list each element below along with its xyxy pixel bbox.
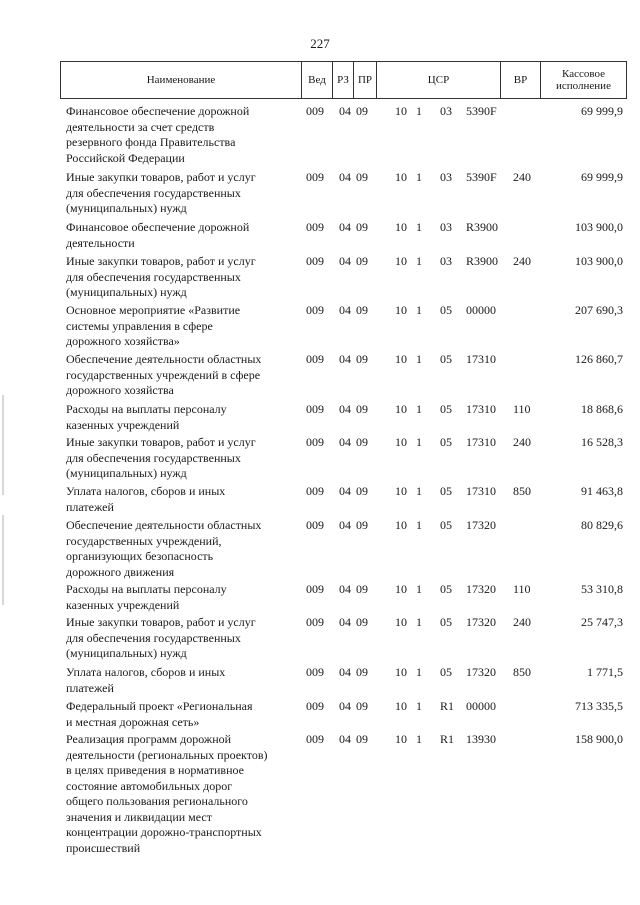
row-amount: 80 829,6 bbox=[581, 518, 623, 532]
row-ved: 009 bbox=[306, 665, 324, 679]
row-csr-direction: 17310 bbox=[466, 352, 496, 366]
row-rz: 04 bbox=[339, 518, 351, 532]
header-ved: Вед bbox=[308, 74, 326, 86]
row-csr-event: R1 bbox=[440, 732, 455, 746]
row-ved: 009 bbox=[306, 170, 324, 184]
row-csr-event: 03 bbox=[440, 170, 452, 184]
header-rz: РЗ bbox=[337, 74, 349, 86]
row-amount: 103 900,0 bbox=[575, 254, 623, 268]
row-rz: 04 bbox=[339, 615, 351, 629]
row-pr: 09 bbox=[356, 732, 368, 746]
row-ved: 009 bbox=[306, 303, 324, 317]
row-rz: 04 bbox=[339, 732, 351, 746]
row-name: Иные закупки товаров, работ и услуг для обеспечения государственных (муниципальных) нужд bbox=[66, 435, 256, 480]
row-pr: 09 bbox=[356, 104, 368, 118]
row-csr-event: 05 bbox=[440, 615, 452, 629]
row-csr-event: 05 bbox=[440, 303, 452, 317]
header-csr: ЦСР bbox=[427, 74, 450, 86]
row-pr: 09 bbox=[356, 699, 368, 713]
row-vr: 850 bbox=[513, 665, 531, 679]
row-csr-event: 03 bbox=[440, 220, 452, 234]
row-csr-event: 05 bbox=[440, 352, 452, 366]
row-csr-program: 10 bbox=[395, 732, 407, 746]
row-vr: 110 bbox=[513, 582, 531, 596]
row-csr-program: 10 bbox=[395, 518, 407, 532]
row-csr-direction: 17320 bbox=[466, 582, 496, 596]
row-csr-subprogram: 1 bbox=[416, 699, 422, 713]
row-csr-direction: 17310 bbox=[466, 484, 496, 498]
row-csr-subprogram: 1 bbox=[416, 582, 422, 596]
row-csr-subprogram: 1 bbox=[416, 435, 422, 449]
row-csr-program: 10 bbox=[395, 615, 407, 629]
row-pr: 09 bbox=[356, 254, 368, 268]
row-rz: 04 bbox=[339, 582, 351, 596]
row-csr-program: 10 bbox=[395, 665, 407, 679]
row-ved: 009 bbox=[306, 104, 324, 118]
row-name: Федеральный проект «Региональная и местная дорожная сеть» bbox=[66, 699, 253, 729]
scan-margin-mark bbox=[2, 395, 4, 495]
row-ved: 009 bbox=[306, 518, 324, 532]
row-rz: 04 bbox=[339, 170, 351, 184]
row-csr-event: 05 bbox=[440, 665, 452, 679]
row-ved: 009 bbox=[306, 615, 324, 629]
row-amount: 69 999,9 bbox=[581, 170, 623, 184]
row-ved: 009 bbox=[306, 732, 324, 746]
row-pr: 09 bbox=[356, 518, 368, 532]
row-ved: 009 bbox=[306, 220, 324, 234]
row-csr-event: 05 bbox=[440, 402, 452, 416]
row-amount: 91 463,8 bbox=[581, 484, 623, 498]
row-csr-program: 10 bbox=[395, 402, 407, 416]
row-pr: 09 bbox=[356, 303, 368, 317]
row-csr-direction: 17320 bbox=[466, 615, 496, 629]
row-name: Основное мероприятие «Развитие системы управления в сфере дорожного хозяйства» bbox=[66, 303, 241, 348]
row-csr-subprogram: 1 bbox=[416, 732, 422, 746]
row-csr-program: 10 bbox=[395, 435, 407, 449]
row-pr: 09 bbox=[356, 484, 368, 498]
row-vr: 110 bbox=[513, 402, 531, 416]
row-amount: 16 528,3 bbox=[581, 435, 623, 449]
row-ved: 009 bbox=[306, 699, 324, 713]
row-csr-program: 10 bbox=[395, 699, 407, 713]
row-name: Расходы на выплаты персоналу казенных учреждений bbox=[66, 582, 227, 612]
row-rz: 04 bbox=[339, 402, 351, 416]
row-rz: 04 bbox=[339, 699, 351, 713]
row-rz: 04 bbox=[339, 484, 351, 498]
row-rz: 04 bbox=[339, 435, 351, 449]
row-csr-direction: R3900 bbox=[466, 254, 499, 268]
header-name: Наименование bbox=[146, 74, 216, 86]
row-pr: 09 bbox=[356, 352, 368, 366]
row-pr: 09 bbox=[356, 220, 368, 234]
row-csr-event: 05 bbox=[440, 518, 452, 532]
row-csr-subprogram: 1 bbox=[416, 104, 422, 118]
row-rz: 04 bbox=[339, 665, 351, 679]
row-ved: 009 bbox=[306, 254, 324, 268]
row-vr: 240 bbox=[513, 615, 531, 629]
row-amount: 207 690,3 bbox=[575, 303, 623, 317]
row-csr-program: 10 bbox=[395, 582, 407, 596]
row-csr-subprogram: 1 bbox=[416, 402, 422, 416]
row-name: Реализация программ дорожной деятельности (региональных проектов) в целях приведения в нормативное состояние автомобильных дорог общего пользования регионального значения и ликвидации мест концентрации дорожно-транспортных происшествий bbox=[66, 732, 268, 855]
row-ved: 009 bbox=[306, 484, 324, 498]
row-csr-program: 10 bbox=[395, 170, 407, 184]
row-name: Иные закупки товаров, работ и услуг для обеспечения государственных (муниципальных) нужд bbox=[66, 170, 256, 215]
row-rz: 04 bbox=[339, 303, 351, 317]
row-pr: 09 bbox=[356, 665, 368, 679]
row-name: Финансовое обеспечение дорожной деятельности за счет средств резервного фонда Правительства Российской Федерации bbox=[66, 104, 250, 165]
row-csr-subprogram: 1 bbox=[416, 220, 422, 234]
row-csr-program: 10 bbox=[395, 484, 407, 498]
row-csr-event: R1 bbox=[440, 699, 455, 713]
row-name: Расходы на выплаты персоналу казенных учреждений bbox=[66, 402, 227, 432]
row-name: Иные закупки товаров, работ и услуг для обеспечения государственных (муниципальных) нужд bbox=[66, 254, 256, 299]
header-vr: ВР bbox=[513, 74, 528, 86]
row-pr: 09 bbox=[356, 170, 368, 184]
row-csr-direction: 00000 bbox=[466, 303, 496, 317]
row-rz: 04 bbox=[339, 352, 351, 366]
row-csr-program: 10 bbox=[395, 104, 407, 118]
row-csr-subprogram: 1 bbox=[416, 254, 422, 268]
row-amount: 53 310,8 bbox=[581, 582, 623, 596]
row-vr: 240 bbox=[513, 170, 531, 184]
row-name: Уплата налогов, сборов и иных платежей bbox=[66, 484, 226, 514]
row-csr-direction: 17320 bbox=[466, 518, 496, 532]
row-rz: 04 bbox=[339, 220, 351, 234]
row-name: Финансовое обеспечение дорожной деятельности bbox=[66, 220, 250, 250]
row-csr-subprogram: 1 bbox=[416, 665, 422, 679]
row-ved: 009 bbox=[306, 352, 324, 366]
row-csr-direction: R3900 bbox=[466, 220, 499, 234]
row-csr-subprogram: 1 bbox=[416, 170, 422, 184]
row-csr-program: 10 bbox=[395, 220, 407, 234]
row-name: Обеспечение деятельности областных государственных учреждений в сфере дорожного хозяйства bbox=[66, 352, 262, 397]
row-name: Иные закупки товаров, работ и услуг для обеспечения государственных (муниципальных) нужд bbox=[66, 615, 256, 660]
row-csr-direction: 00000 bbox=[466, 699, 496, 713]
row-vr: 850 bbox=[513, 484, 531, 498]
page-number: 227 bbox=[310, 36, 330, 51]
row-ved: 009 bbox=[306, 582, 324, 596]
row-csr-direction: 5390F bbox=[466, 170, 497, 184]
row-csr-direction: 17320 bbox=[466, 665, 496, 679]
row-csr-direction: 17310 bbox=[466, 435, 496, 449]
row-amount: 69 999,9 bbox=[581, 104, 623, 118]
row-csr-subprogram: 1 bbox=[416, 615, 422, 629]
row-amount: 158 900,0 bbox=[575, 732, 623, 746]
row-csr-event: 05 bbox=[440, 484, 452, 498]
row-csr-direction: 13930 bbox=[466, 732, 496, 746]
row-pr: 09 bbox=[356, 402, 368, 416]
row-csr-subprogram: 1 bbox=[416, 352, 422, 366]
header-amount: Кассовое исполнение bbox=[556, 68, 611, 92]
row-csr-subprogram: 1 bbox=[416, 484, 422, 498]
row-amount: 126 860,7 bbox=[575, 352, 623, 366]
row-amount: 1 771,5 bbox=[587, 665, 623, 679]
row-amount: 713 335,5 bbox=[575, 699, 623, 713]
row-csr-subprogram: 1 bbox=[416, 303, 422, 317]
row-csr-event: 05 bbox=[440, 435, 452, 449]
row-csr-subprogram: 1 bbox=[416, 518, 422, 532]
row-vr: 240 bbox=[513, 254, 531, 268]
row-amount: 18 868,6 bbox=[581, 402, 623, 416]
row-rz: 04 bbox=[339, 254, 351, 268]
row-name: Уплата налогов, сборов и иных платежей bbox=[66, 665, 226, 695]
row-csr-program: 10 bbox=[395, 352, 407, 366]
row-rz: 04 bbox=[339, 104, 351, 118]
row-pr: 09 bbox=[356, 582, 368, 596]
row-amount: 103 900,0 bbox=[575, 220, 623, 234]
row-csr-event: 03 bbox=[440, 254, 452, 268]
row-ved: 009 bbox=[306, 435, 324, 449]
scan-margin-mark bbox=[2, 515, 4, 605]
row-name: Обеспечение деятельности областных государственных учреждений, организующих безопасность дорожного движения bbox=[66, 518, 262, 579]
row-pr: 09 bbox=[356, 615, 368, 629]
table-header bbox=[60, 61, 627, 99]
row-csr-direction: 5390F bbox=[466, 104, 497, 118]
row-csr-event: 05 bbox=[440, 582, 452, 596]
row-ved: 009 bbox=[306, 402, 324, 416]
row-pr: 09 bbox=[356, 435, 368, 449]
row-csr-event: 03 bbox=[440, 104, 452, 118]
row-vr: 240 bbox=[513, 435, 531, 449]
row-csr-program: 10 bbox=[395, 303, 407, 317]
row-amount: 25 747,3 bbox=[581, 615, 623, 629]
row-csr-direction: 17310 bbox=[466, 402, 496, 416]
header-pr: ПР bbox=[357, 74, 373, 86]
row-csr-program: 10 bbox=[395, 254, 407, 268]
